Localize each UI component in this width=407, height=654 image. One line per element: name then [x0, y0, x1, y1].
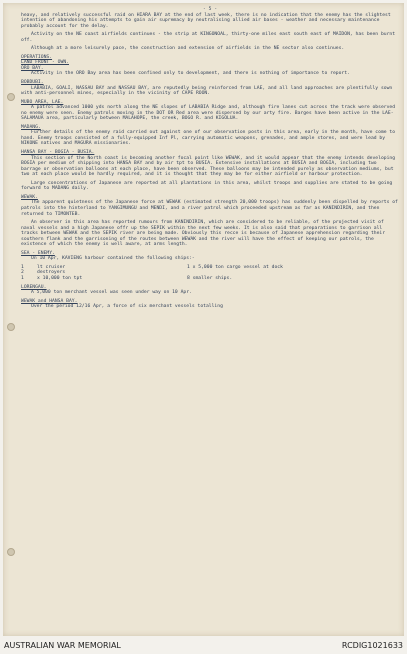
- ship-left: lt cruiser: [37, 264, 66, 270]
- section-heading: ORO BAY.: [21, 65, 44, 71]
- paragraph: Further details of the enemy raid carried out against one of our observation posts in this area, early in the month, have come to hand. Enemy troops consisted of a fully-equipped Inf Pl, carrying automatic weapons, grenades, and ample stores, and were lead by NIKONE natives and MAGURA missionaries.: [21, 130, 396, 147]
- ship-qty: 1: [21, 275, 24, 281]
- punch-hole: [7, 323, 15, 331]
- section-heading: WEWAK and HANSA BAY.: [21, 298, 78, 304]
- paragraph: heavy, and relatively successful raid on HIARA BAY at the end of last week, there is no indication that the enemy has the slightest intention of abandoning his attempts to gain air supremacy by neutralising allied air bases - weather and necessary maintenance probably account for the delay.: [21, 12, 391, 29]
- paragraph: A 5,000 ton merchant vessel was seen under way on 10 Apr.: [31, 290, 192, 296]
- paragraph-list: [21, 13, 399, 262]
- ship-table: [21, 265, 399, 285]
- ship-right: 1 x 5,000 ton cargo vessel at dock: [187, 264, 283, 270]
- section-heading: LAND FRONT - OWN.: [21, 60, 69, 66]
- page-number: - 5 -: [202, 7, 218, 12]
- footer: [0, 638, 407, 654]
- document-sheet: [3, 3, 404, 636]
- section-heading: OPERATIONS.: [21, 54, 53, 60]
- section-heading: WEWAK.: [21, 194, 38, 200]
- ship-left: x 10,000 ton tpt: [37, 275, 83, 281]
- paragraph: Over the period 12/16 Apr, a force of six merchant vessels totalling: [31, 304, 223, 310]
- footer-record-id: RCDIG1021633: [341, 641, 403, 650]
- paragraph: This section of the North coast is becoming another focal point like WEWAK, and it would appear that the enemy intends developing BOGIA per medium of shipping into HANSA BAY and by air tpt to BUSIA. Extensive installations at BUSIA and BOGIA, including two barrage or observation balloons at each place, have been observed. These balloons may be intended purely as observation mediums, but two at each place would be hardly required, and it is thought that they may be for either airfield or harbour protection.: [21, 155, 396, 178]
- paragraph: On 10 Apr, KAVIENG harbour contained the following ships:-: [31, 256, 195, 262]
- section-heading: MUBO AREA, LAE.: [21, 99, 64, 105]
- ship-qty: 1: [21, 264, 24, 270]
- paragraph: Large concentrations of Japanese are reported at all plantations in this area, whilst troops and supplies are stated to be going forward to MADANG daily.: [21, 180, 393, 192]
- punch-holes: [3, 3, 17, 636]
- document-text: [21, 7, 399, 313]
- paragraph: Activity in the ORO Bay area has been confined only to development, and there is nothing of importance to report.: [31, 71, 350, 77]
- ship-qty: 2: [21, 270, 24, 276]
- ship-right: 8 smaller ships.: [187, 275, 233, 281]
- punch-hole: [7, 548, 15, 556]
- section-heading: BOBDUBI.: [21, 80, 44, 86]
- section-heading: MADANG.: [21, 124, 41, 130]
- ship-left: destroyers: [37, 270, 66, 276]
- paragraph: The apparent quietness of the Japanese force at WEWAK (estimated strength 20,000 troops) has suddenly been dispelled by reports of patrols into the hinterland to YANGIMUNGU and MENDI, and a river patrol which proceeded upstream as far as KANINDIRIN, and then returned to TIMONTEB.: [21, 200, 398, 217]
- punch-hole: [7, 93, 15, 101]
- footer-archive-name: AUSTRALIAN WAR MEMORIAL: [4, 641, 121, 650]
- paragraph: Although at a more leisurely pace, the construction and extension of airfields in the NE sector also continues.: [31, 46, 345, 52]
- paragraph: A patrol advanced 1000 yds north along the NE slopes of LABABIA Ridge and, although fire lanes cut across the track were observed no enemy were seen. Enemy patrols moving in the DOT OR Red area were dispersed by our arty fire. Barges have been active in the LAE-SALAMAUA area, particularly between MALAHOPE, the creek, BOGO R. and KIGOLUA.: [21, 105, 396, 122]
- section-heading: LORENGAU.: [21, 284, 47, 290]
- paragraph: LABABIA, GOALI, NASSAU BAY and NASSAU BAY, are reputedly being reinforced from LAE, and all land approaches are plentifully sown with anti-personnel mines, especially in the vicinity of CAPE ROON.: [21, 85, 393, 97]
- tail-paragraphs: [21, 285, 399, 310]
- section-heading: HANSA BAY - BOGIA - BUSIA.: [21, 150, 95, 156]
- paragraph: Activity on the NE coast airfields continues - the strip at KINGONOAL, thirty-one miles east south east of MAIDON, has been burnt off.: [21, 32, 396, 43]
- section-heading: SEA - ENEMY.: [21, 250, 55, 256]
- paragraph: An observer in this area has reported rumours from KANINDIRIN, which are considered to be reliable, of the projected visit of naval vessels and a high Japanese offr up the SEPIK within the next few weeks. It is also said that preparations to garrison all tracks between WEWAK and the SEPIK river are being made. Obviously this recce is because of Japanese apprehension regarding their southern flank and the garrisoning of the routes between WEWAK and the river will have the effect of keeping our patrols, the existence of which the enemy is well aware, at arms length.: [21, 220, 386, 248]
